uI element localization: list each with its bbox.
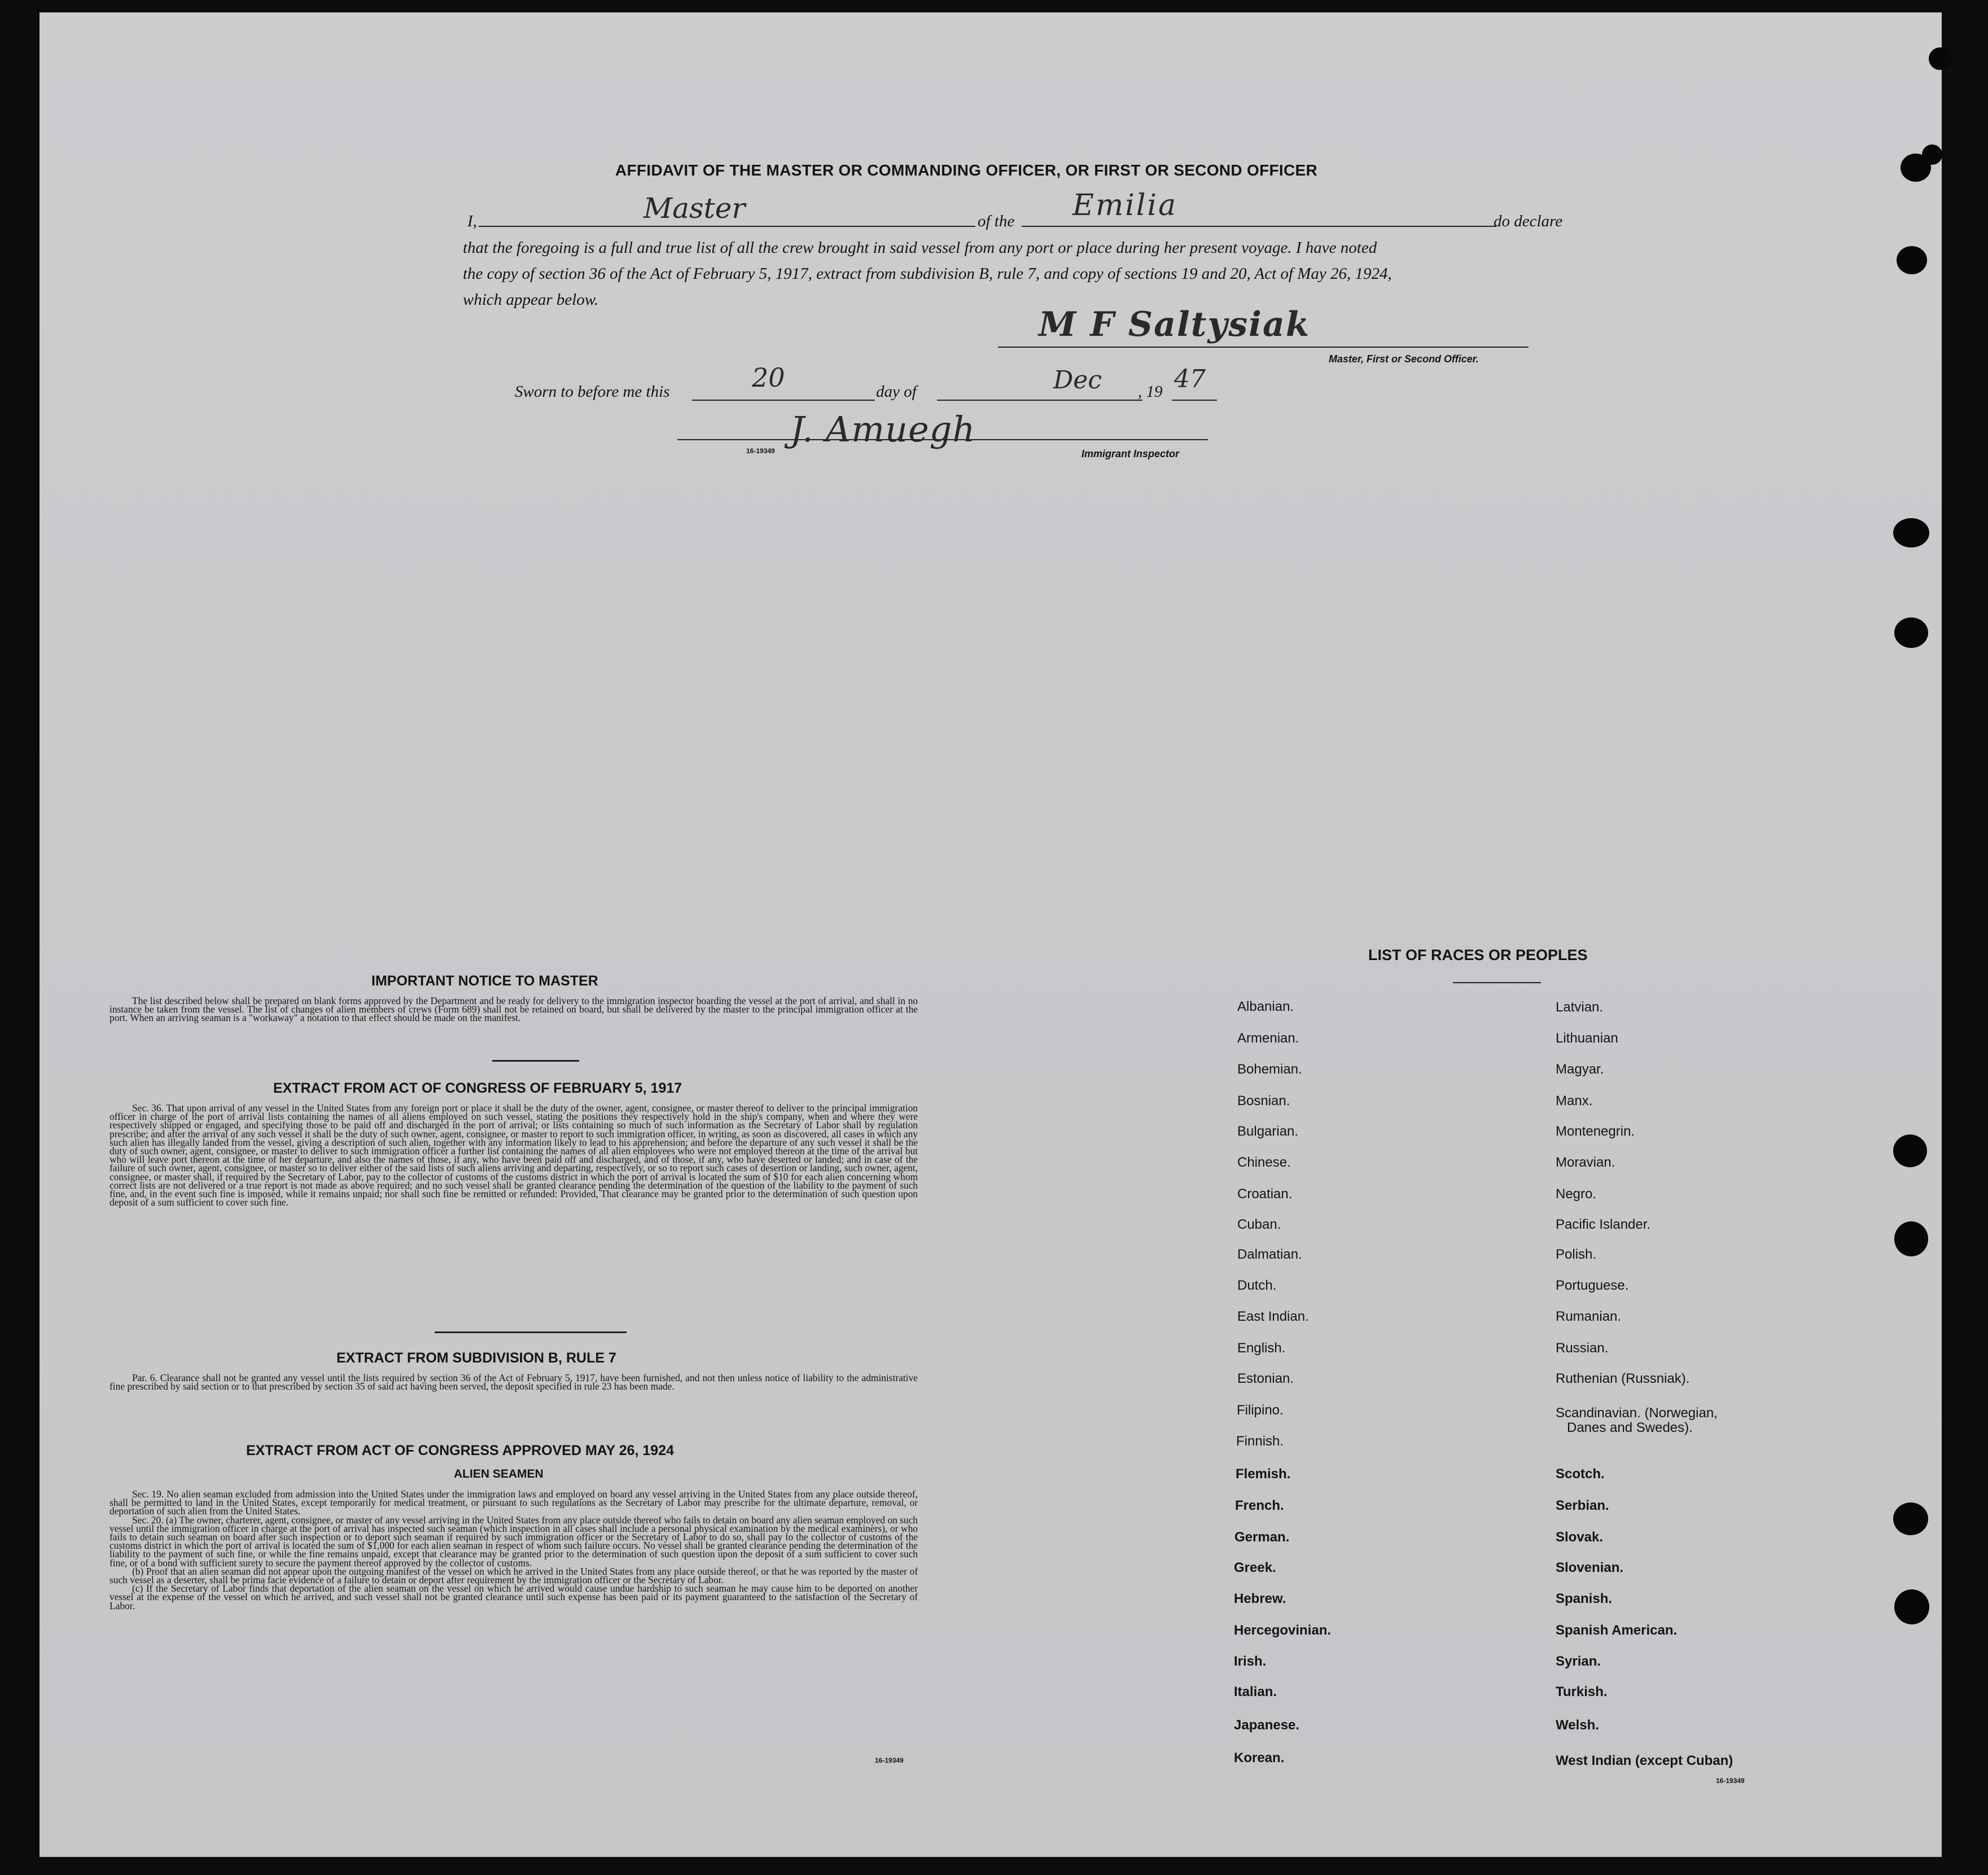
notice-paragraph: The list described below shall be prepared on blank forms approved by the Department and be ready for delivery to the immigration inspector boarding the vessel at the port of arrival, and shall in no instance be taken from the vessel. The list of changes of alien members of crews (Form 689) shall not be retained on board, but shall be delivered by the master to the principal immigration officer at the port. When an arriving seaman is a "workaway" a notation to that effect should be made on the manifest.: [110, 995, 918, 1024]
signature-line: [998, 347, 1529, 348]
race-item: Moravian.: [1556, 1155, 1615, 1170]
affidavit-body-line-3: which appear below.: [463, 291, 599, 309]
race-item: Latvian.: [1556, 1000, 1604, 1015]
race-item: Lithuanian: [1556, 1031, 1618, 1046]
handwritten-day: 20: [752, 362, 785, 393]
race-item: Magyar.: [1556, 1062, 1604, 1077]
race-item: German.: [1234, 1530, 1290, 1545]
affidavit-title: AFFIDAVIT OF THE MASTER OR COMMANDING OFFICER, OR FIRST OR SECOND OFFICER: [615, 161, 1318, 179]
handwritten-year: 47: [1174, 365, 1206, 393]
punch-hole: [1893, 1134, 1927, 1167]
rank-line: [479, 226, 975, 227]
sec19-paragraph: Sec. 19. No alien seaman excluded from admission into the United States under the immigration laws and employed on board any vessel arriving in the United States from any place outside thereof, shall be permitted to land in the United States, except temporarily for medical treatment, or pursuant to such regulations as the Secretary of Labor may prescribe for the ultimate departure, removal, or deportation of such alien from the United States.: [110, 1488, 918, 1517]
race-item: Cuban.: [1237, 1217, 1281, 1232]
punch-hole: [1893, 1502, 1928, 1535]
race-item: Rumanian.: [1556, 1309, 1622, 1324]
race-item: Bosnian.: [1237, 1093, 1290, 1109]
race-item: Ruthenian (Russniak).: [1556, 1371, 1690, 1386]
handwritten-rank: Master: [643, 192, 746, 225]
race-item: Dalmatian.: [1237, 1247, 1302, 1262]
race-item: Russian.: [1556, 1340, 1609, 1356]
year-prefix: , 19: [1138, 383, 1163, 401]
race-item: Scandinavian. (Norwegian,: [1556, 1405, 1718, 1421]
race-item: Turkish.: [1556, 1684, 1608, 1699]
race-item: Negro.: [1556, 1186, 1597, 1202]
race-item: Flemish.: [1236, 1466, 1291, 1482]
sec36-paragraph: Sec. 36. That upon arrival of any vessel in the United States from any foreign port or place it shall be the duty of the owner, agent, consignee, or master thereof to deliver to the principal immigration officer in charge of the port of arrival lists containing the names of all aliens employed on such vessel, stating the positions they respectively hold in the ship's company, when and where they were respectively shipped or engaged, and specifying those to be paid off and discharged in the port of arrival; or lists containing so much of such information as the Secretary of Labor shall by regulation prescribe; and after the arrival of any such vessel it shall be the duty of such owner, agent, consignee, or master to report to such immigration officer, in writing, as soon as discovered, all cases in which any such alien has illegally landed from the vessel, giving a description of such alien, together with any information likely to lead to his apprehension; and before the departure of any such vessel it shall be the duty of such owner, agent, consignee, or master to deliver to such immigration officer a further list containing the names of all alien employees who were not employed thereon at the time of the arrival but who will leave port thereon at the time of her departure, and also the names of those, if any, who have been paid off and discharged, and of those, if any, who have deserted or landed; and in case of the failure of such owner, agent, consignee, or master so to deliver either of the said lists of such aliens arriving and departing, respectively, or so to report such cases of desertion or landing, such owner, agent, consignee, or master shall, if required by the Secretary of Labor, pay to the collector of customs of the customs district in which the port of arrival is located the sum of $10 for each alien concerning whom correct lists are not delivered or a true report is not made as above required; and no such vessel shall be granted clearance pending the determination of the question of the liability to the payment of such fine, and, in the event such fine is imposed, while it remains unpaid; nor shall such fine be remitted or refunded: Provided, That clearance may be granted prior to the determination of such question upon deposit of a sum sufficient to cover such fine.: [110, 1102, 918, 1208]
race-item: Hercegovinian.: [1234, 1623, 1332, 1638]
punch-hole: [1894, 1221, 1928, 1256]
subdivision-b-title: EXTRACT FROM SUBDIVISION B, RULE 7: [336, 1350, 616, 1366]
race-item: Syrian.: [1556, 1654, 1601, 1669]
race-item: Filipino.: [1237, 1403, 1284, 1418]
signature-caption: Master, First or Second Officer.: [1329, 353, 1479, 365]
extract-1924-title: EXTRACT FROM ACT OF CONGRESS APPROVED MAY 26, 1924: [246, 1443, 675, 1458]
race-item: Slovenian.: [1556, 1560, 1624, 1575]
race-item: Hebrew.: [1234, 1591, 1286, 1606]
race-item: Spanish.: [1556, 1591, 1613, 1606]
notice-title: IMPORTANT NOTICE TO MASTER: [371, 973, 598, 989]
affidavit-body-line-2: the copy of section 36 of the Act of February 5, 1917, extract from subdivision B, rule 7, and copy of sections 19 and 20, Act of May 26, 1924,: [463, 265, 1392, 283]
do-declare-label: do declare: [1494, 212, 1563, 230]
punch-hole: [1897, 246, 1927, 274]
race-item: Welsh.: [1556, 1718, 1599, 1733]
extract-1924-text: [110, 1490, 918, 1738]
race-item: Montenegrin.: [1556, 1124, 1635, 1139]
race-item: English.: [1237, 1340, 1286, 1356]
i-label: I,: [467, 212, 477, 230]
separator: [1453, 982, 1541, 983]
par6-paragraph: Par. 6. Clearance shall not be granted any vessel until the lists required by section 36 of the Act of February 5, 1917, have been furnished, and not then unless notice of liability to the administrative fine prescribed by said section or to that prescribed by section 35 of said act having been served, the deposit specified in rule 23 has been made.: [110, 1372, 918, 1392]
race-item: Portuguese.: [1556, 1278, 1629, 1293]
race-item: Danes and Swedes).: [1567, 1420, 1693, 1435]
race-item: Polish.: [1556, 1247, 1597, 1262]
affidavit-body-line-1: that the foregoing is a full and true list of all the crew brought in said vessel from any port or place during her present voyage. I have noted: [463, 239, 1377, 257]
race-item: West Indian (except Cuban): [1556, 1753, 1733, 1768]
punch-hole: [1922, 144, 1942, 165]
day-line: [692, 400, 875, 401]
punch-hole: [1894, 617, 1928, 648]
sworn-label: Sworn to before me this: [515, 383, 670, 401]
notice-text: [110, 997, 918, 1049]
race-item: Bulgarian.: [1237, 1124, 1299, 1139]
extract-1917-text: [110, 1104, 918, 1320]
punch-hole: [1894, 1589, 1929, 1624]
race-item: Pacific Islander.: [1556, 1217, 1651, 1232]
separator: [492, 1060, 579, 1062]
race-item: Spanish American.: [1556, 1623, 1678, 1638]
race-item: Dutch.: [1237, 1278, 1277, 1293]
handwritten-master-signature: M F Saltysiak: [1039, 305, 1311, 344]
form-number: 16-19349: [746, 447, 775, 455]
form-number: 16-19349: [1716, 1777, 1745, 1785]
subdivision-b-text: [110, 1374, 918, 1402]
race-item: Japanese.: [1234, 1718, 1300, 1733]
race-item: Scotch.: [1556, 1466, 1605, 1482]
race-item: Serbian.: [1556, 1498, 1609, 1513]
month-line: [937, 400, 1142, 401]
race-item: Korean.: [1234, 1750, 1285, 1766]
vessel-line: [1022, 226, 1496, 227]
sec20b-paragraph: (b) Proof that an alien seaman did not appear upon the outgoing manifest of the vessel on which he arrived in the United States from any place outside thereof, or that he was reported by the master of such vessel as a deserter, shall be prima facie evidence of a failure to detain or deport after requirement by the immigration officer or the Secretary of Labor.: [110, 1565, 918, 1586]
race-item: Slovak.: [1556, 1530, 1604, 1545]
sec20c-paragraph: (c) If the Secretary of Labor finds that deportation of the alien seaman on the vessel on which he arrived would cause undue hardship to such seaman he may cause him to be deported on another vessel at the expense of the vessel on which he arrived, and such vessel shall not be granted clearance until such expense has been paid or its payment guaranteed to the satisfaction of the Secretary of Labor.: [110, 1583, 918, 1611]
alien-seamen-subtitle: ALIEN SEAMEN: [454, 1467, 544, 1480]
race-item: Bohemian.: [1237, 1062, 1302, 1077]
punch-hole: [1929, 47, 1951, 70]
inspector-caption: Immigrant Inspector: [1081, 448, 1180, 459]
day-of-label: day of: [876, 383, 917, 401]
race-item: Estonian.: [1237, 1371, 1294, 1386]
races-title: LIST OF RACES OR PEOPLES: [1368, 947, 1588, 963]
race-item: East Indian.: [1237, 1309, 1309, 1324]
race-item: Chinese.: [1237, 1155, 1291, 1170]
race-item: Greek.: [1234, 1560, 1276, 1575]
race-item: Albanian.: [1237, 999, 1294, 1014]
sec20a-paragraph: Sec. 20. (a) The owner, charterer, agent, consignee, or master of any vessel arriving in the United States from any place outside thereof who fails to detain on board any alien seaman employed on such vessel until the immigration officer in charge at the port of arrival has inspected such seaman (which inspection in all cases shall include a personal physical examination by the medical examiners), or who fails to detain such seaman on board after such inspection or to deport such seaman if required by such immigration officer or the Secretary of Labor to do so, shall pay to the collector of customs of the customs district in which the port of arrival is located the sum of $1,000 for each alien seaman in respect of whom such failure occurs. No vessel shall be granted clearance pending the determination of the liability to the payment of such fine, or while the fine remains unpaid, except that clearance may be granted prior to the determination of such question upon the deposit of a sum sufficient to cover such fine, or of a bond with sufficient surety to secure the payment thereof approved by the collector of customs.: [110, 1514, 918, 1569]
race-item: French.: [1235, 1498, 1284, 1513]
punch-hole: [1893, 518, 1929, 547]
of-the-label: of the: [978, 212, 1015, 230]
handwritten-vessel-name: Emilia: [1072, 189, 1178, 222]
extract-1917-title: EXTRACT FROM ACT OF CONGRESS OF FEBRUARY 5, 1917: [273, 1080, 682, 1096]
race-item: Finnish.: [1236, 1434, 1284, 1449]
form-number: 16-19349: [875, 1756, 904, 1764]
handwritten-inspector-signature: J. Amuegh: [790, 409, 976, 450]
separator: [435, 1331, 627, 1333]
race-item: Armenian.: [1237, 1031, 1299, 1046]
race-item: Manx.: [1556, 1093, 1593, 1109]
race-item: Croatian.: [1237, 1186, 1293, 1202]
handwritten-month: Dec: [1053, 366, 1102, 395]
year-line: [1172, 400, 1217, 401]
race-item: Italian.: [1234, 1684, 1277, 1699]
race-item: Irish.: [1234, 1654, 1267, 1669]
